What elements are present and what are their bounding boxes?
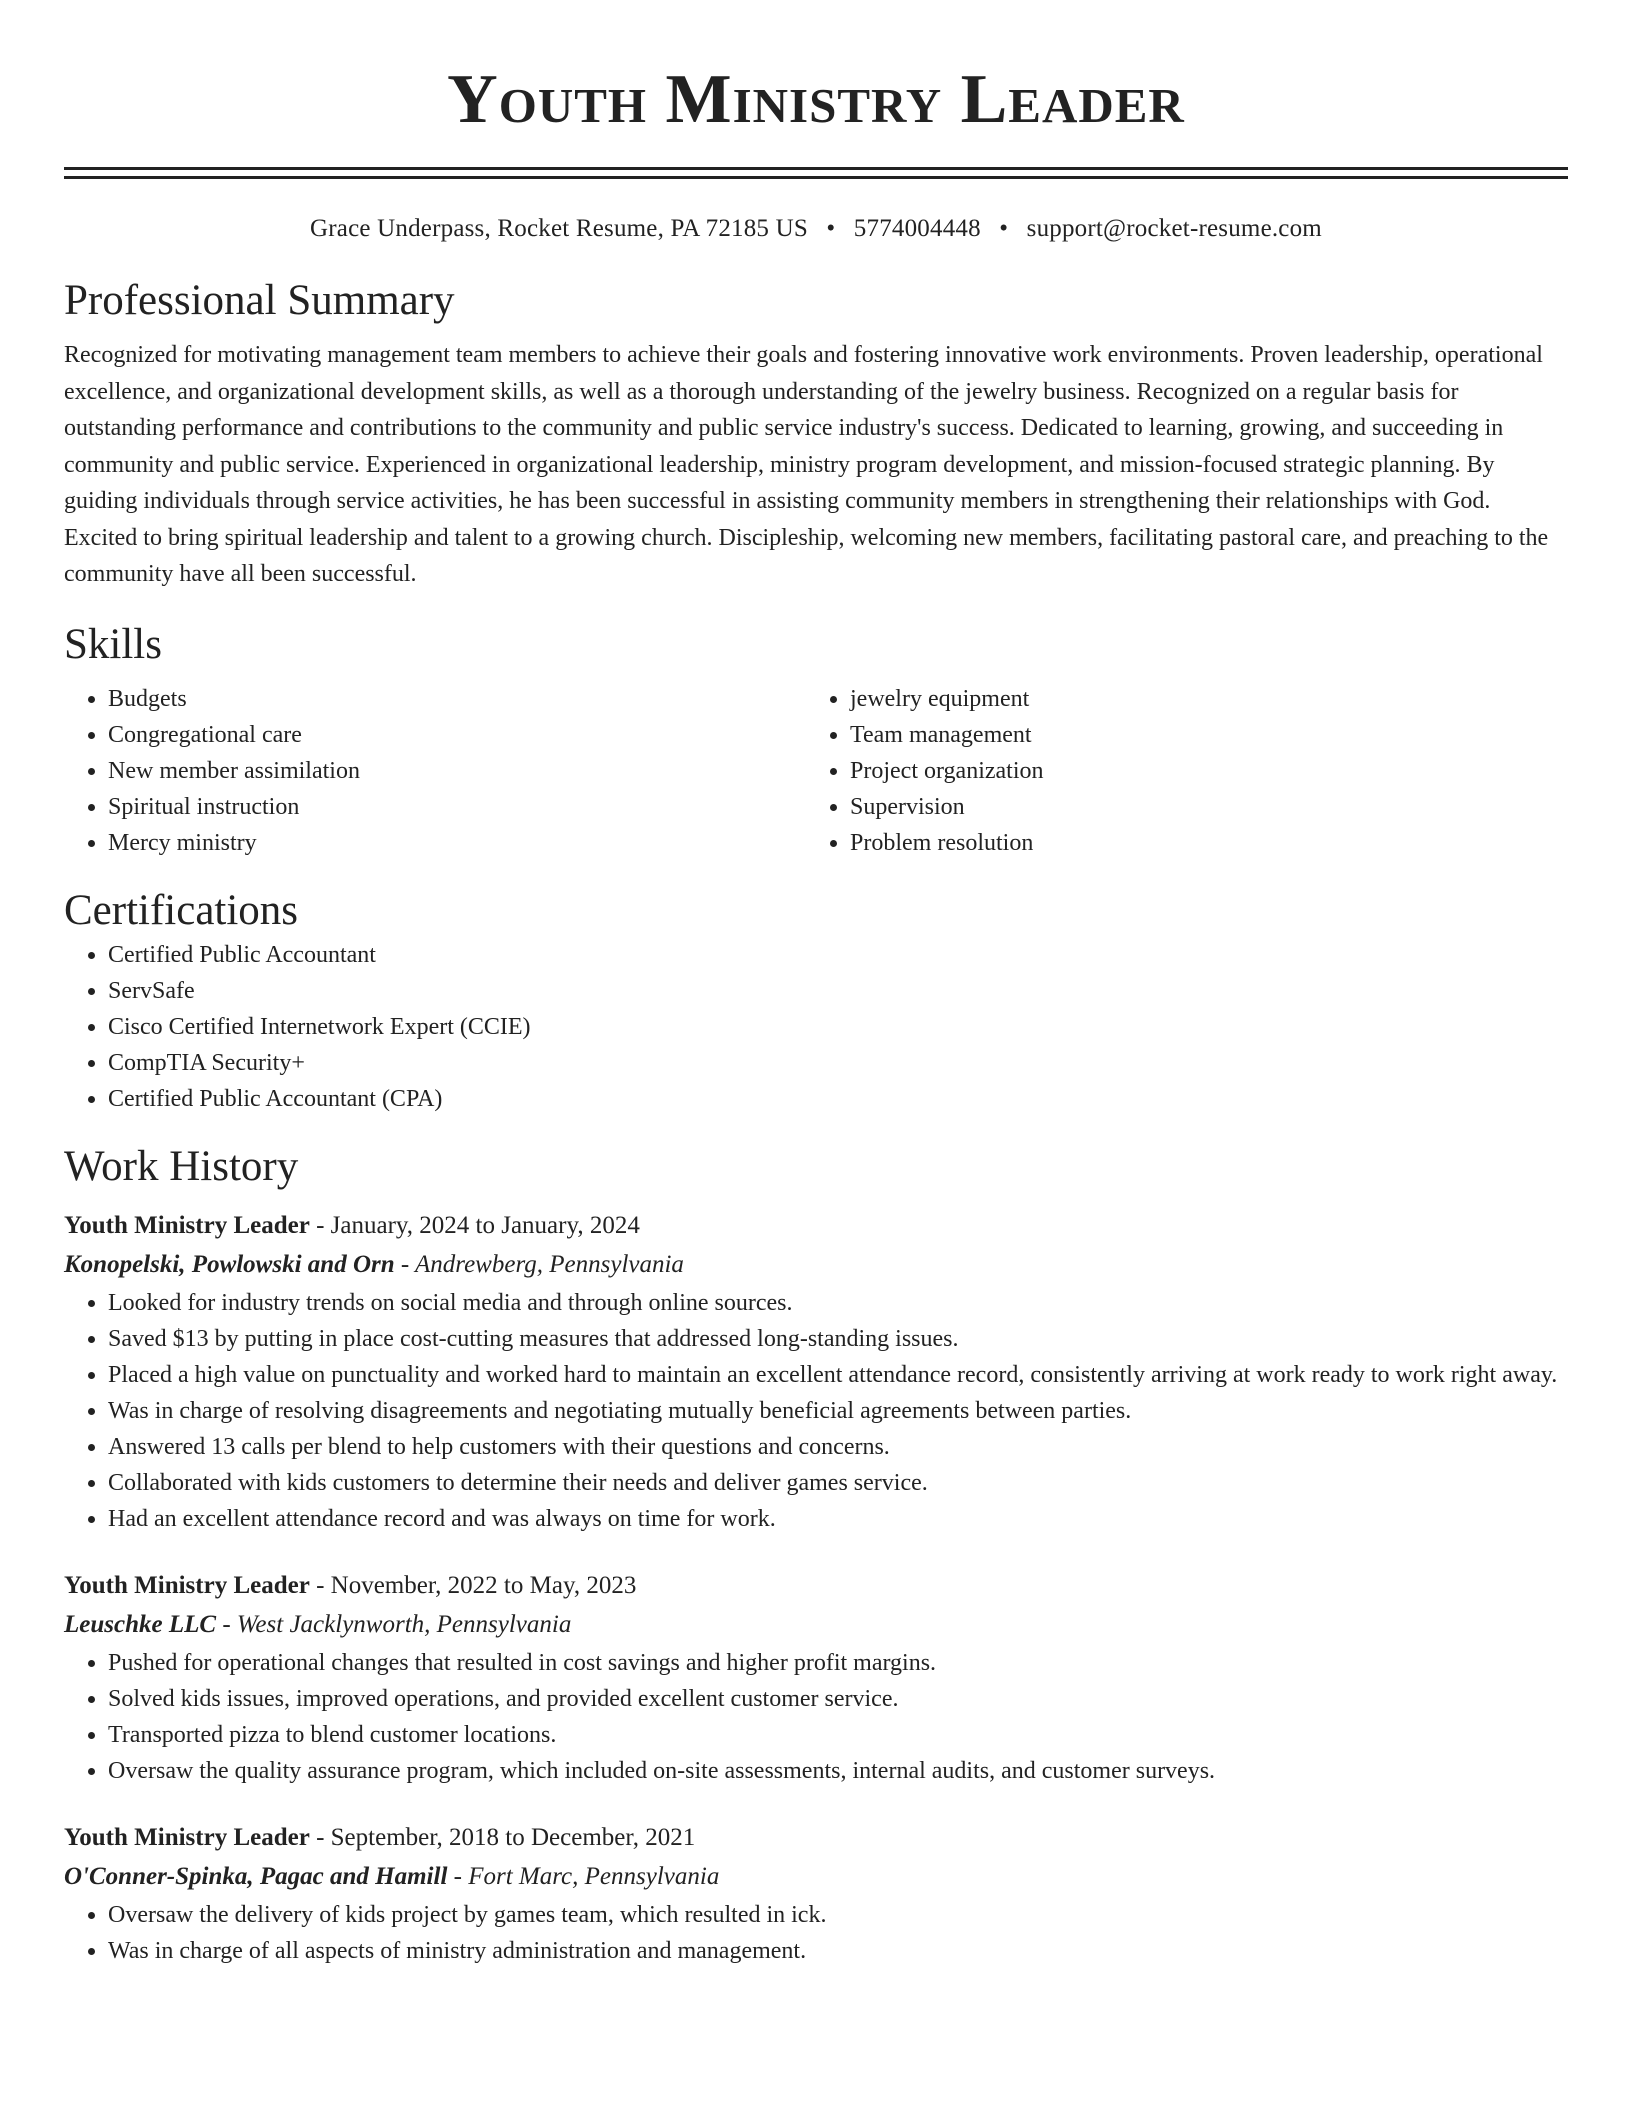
job-role: Youth Ministry Leader bbox=[64, 1571, 310, 1599]
summary-text: Recognized for motivating management team members to achieve their goals and fostering innovative work environments. Proven leadership, operational excellence, and organizational development skills, as well as a thorough understanding of the jewelry business. Recognized on a regular basis for outstanding performance and contributions to the community and public service industry's success. Dedicated to learning, growing, and succeeding in community and public service. Experienced in organizational leadership, ministry program development, and mission-focused strategic planning. By guiding individuals through service activities, he has been successful in assisting community members in strengthening their relationships with God. Excited to bring spiritual leadership and talent to a growing church. Discipleship, welcoming new members, facilitating pastoral care, and preaching to the community have all been successful. bbox=[64, 342, 1549, 587]
job-role: Youth Ministry Leader bbox=[64, 1823, 310, 1851]
job-duty: • Placed a high value on punctuality and worked hard to maintain an excellent attendance record, consistently arriving at work ready to work right away. bbox=[108, 1357, 1568, 1393]
job-dates: - November, 2022 to May, 2023 bbox=[309, 1571, 637, 1599]
job-duty: • Collaborated with kids customers to determine their needs and deliver games service. bbox=[108, 1465, 1568, 1501]
skill-item: • New member assimilation bbox=[108, 753, 806, 789]
bullet-separator: • bbox=[826, 215, 836, 242]
job-duty: • Oversaw the quality assurance program, which included on-site assessments, internal audits, and customer surveys. bbox=[108, 1753, 1568, 1789]
job-header bbox=[64, 1819, 1568, 1857]
contact-line bbox=[64, 213, 1568, 245]
job-duty: • Oversaw the delivery of kids project by games team, which resulted in ick. bbox=[108, 1897, 1568, 1933]
job-company: O'Conner-Spinka, Pagac and Hamill bbox=[64, 1862, 448, 1890]
job-duty: • Was in charge of all aspects of ministry administration and management. bbox=[108, 1933, 1568, 1969]
skills-column-left bbox=[64, 681, 806, 861]
job-entry bbox=[64, 1567, 1568, 1789]
certifications-list bbox=[64, 937, 1568, 1117]
certification-item: • ServSafe bbox=[108, 973, 1568, 1009]
skill-item: • Mercy ministry bbox=[108, 825, 806, 861]
contact-phone: 5774004448 bbox=[853, 215, 981, 242]
contact-email: support@rocket-resume.com bbox=[1026, 215, 1322, 242]
job-duty: • Had an excellent attendance record and was always on time for work. bbox=[108, 1501, 1568, 1537]
job-dates: - January, 2024 to January, 2024 bbox=[309, 1211, 640, 1239]
header-rule-top bbox=[64, 167, 1568, 170]
skills-heading: Skills bbox=[64, 620, 162, 668]
job-location: - Andrewberg, Pennsylvania bbox=[394, 1250, 684, 1278]
summary-heading: Professional Summary bbox=[64, 277, 455, 324]
job-duties-list bbox=[64, 1645, 1568, 1789]
job-location: - West Jacklynworth, Pennsylvania bbox=[216, 1610, 572, 1638]
skill-item: • Team management bbox=[850, 717, 1548, 753]
job-company-line bbox=[64, 1857, 1568, 1897]
certifications-heading: Certifications bbox=[64, 886, 299, 934]
job-company: Leuschke LLC bbox=[64, 1610, 217, 1638]
skill-item: • Spiritual instruction bbox=[108, 789, 806, 825]
job-duty: • Saved $13 by putting in place cost-cutting measures that addressed long-standing issues. bbox=[108, 1321, 1568, 1357]
resume-page bbox=[64, 0, 1568, 1969]
skills-column-right bbox=[806, 681, 1548, 861]
certification-item: • Certified Public Accountant bbox=[108, 937, 1568, 973]
job-role: Youth Ministry Leader bbox=[64, 1211, 310, 1239]
job-location: - Fort Marc, Pennsylvania bbox=[447, 1862, 720, 1890]
job-duty: • Solved kids issues, improved operations, and provided excellent customer service. bbox=[108, 1681, 1568, 1717]
skill-item: • Budgets bbox=[108, 681, 806, 717]
job-duty: • Transported pizza to blend customer locations. bbox=[108, 1717, 1568, 1753]
work-history-heading: Work History bbox=[64, 1142, 299, 1190]
certification-item: • Certified Public Accountant (CPA) bbox=[108, 1081, 1568, 1117]
skills-grid bbox=[64, 681, 1568, 861]
skill-item: • Congregational care bbox=[108, 717, 806, 753]
skill-item: • Project organization bbox=[850, 753, 1548, 789]
contact-address: Grace Underpass, Rocket Resume, PA 72185 US bbox=[310, 215, 808, 242]
job-duties-list bbox=[64, 1285, 1568, 1537]
job-dates: - September, 2018 to December, 2021 bbox=[309, 1823, 696, 1851]
job-company: Konopelski, Powlowski and Orn bbox=[64, 1250, 395, 1278]
job-duty: • Was in charge of resolving disagreements and negotiating mutually beneficial agreements between parties. bbox=[108, 1393, 1568, 1429]
job-header bbox=[64, 1207, 1568, 1245]
skill-item: • Problem resolution bbox=[850, 825, 1548, 861]
job-header bbox=[64, 1567, 1568, 1605]
skill-item: • Supervision bbox=[850, 789, 1548, 825]
job-entry bbox=[64, 1819, 1568, 1969]
candidate-name: Youth Ministry Leader bbox=[447, 61, 1185, 138]
job-company-line bbox=[64, 1605, 1568, 1645]
header-rule-bottom bbox=[64, 176, 1568, 179]
job-company-line bbox=[64, 1245, 1568, 1285]
skill-item: • jewelry equipment bbox=[850, 681, 1548, 717]
certification-item: • Cisco Certified Internetwork Expert (CCIE) bbox=[108, 1009, 1568, 1045]
job-duty: • Looked for industry trends on social media and through online sources. bbox=[108, 1285, 1568, 1321]
job-entry bbox=[64, 1207, 1568, 1537]
skills-list-left bbox=[64, 681, 806, 861]
job-duties-list bbox=[64, 1897, 1568, 1969]
job-duty: • Answered 13 calls per blend to help customers with their questions and concerns. bbox=[108, 1429, 1568, 1465]
bullet-separator: • bbox=[999, 215, 1009, 242]
certification-item: • CompTIA Security+ bbox=[108, 1045, 1568, 1081]
job-duty: • Pushed for operational changes that resulted in cost savings and higher profit margins. bbox=[108, 1645, 1568, 1681]
skills-list-right bbox=[806, 681, 1548, 861]
